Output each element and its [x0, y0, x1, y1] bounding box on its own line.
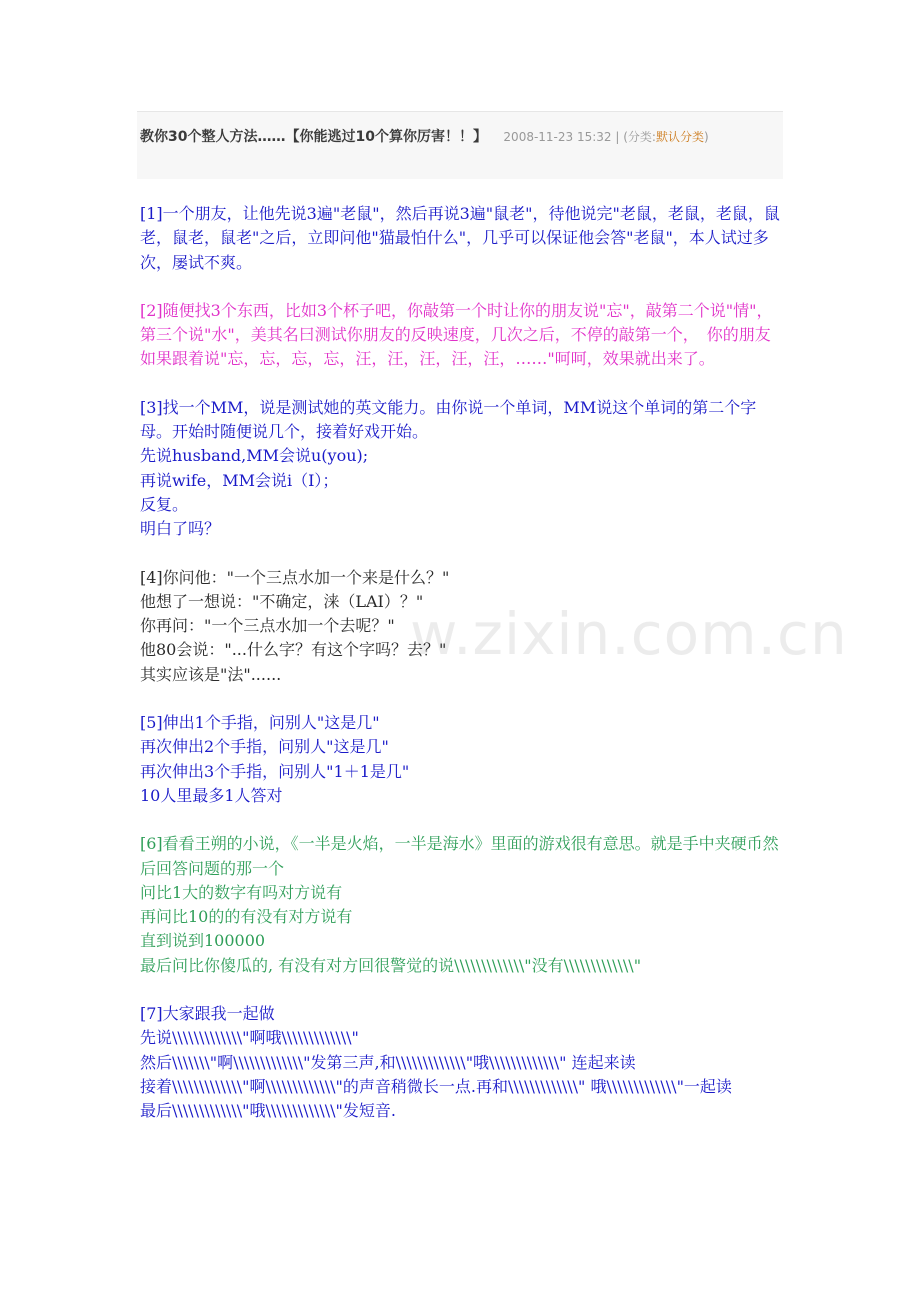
meta-close: ) — [703, 130, 709, 144]
watermark: w.zixin.com.cn — [410, 600, 848, 668]
trick-paragraph — [140, 566, 785, 687]
trick-line: 再说wife，MM会说i（I）； — [140, 470, 339, 490]
trick-line: 问比1大的数字有吗对方说有 — [140, 882, 343, 902]
post-title: 教你30个整人方法……【你能逃过10个算你厉害！！】 — [140, 129, 487, 145]
trick-line: 再次伸出3个手指，问别人"1＋1是几" — [140, 761, 410, 781]
trick-line: 10人里最多1人答对 — [140, 785, 283, 805]
trick-line: 然后\\\\\\\"啊\\\\\\\\\\\\\"发第三声,和\\\\\\\\\\\\\"哦\\\\\\\\\\\\\" 连起来读 — [140, 1052, 636, 1072]
trick-line: 明白了吗？ — [140, 519, 221, 539]
trick-line: 他80会说："...什么字？有这个字吗？去？" — [140, 640, 447, 660]
trick-paragraph — [140, 832, 785, 978]
trick-line: [7]大家跟我一起做 — [140, 1004, 275, 1024]
post-header-text — [140, 126, 780, 148]
trick-paragraph — [140, 202, 785, 275]
trick-line: [6]看看王朔的小说，《一半是火焰，一半是海水》里面的游戏很有意思。就是手中夹硬币然后回答问题的那一个 — [140, 834, 779, 878]
post-meta — [503, 130, 708, 144]
trick-line: [5]伸出1个手指，问别人"这是几" — [140, 713, 380, 733]
post-content — [140, 202, 785, 1148]
trick-line: 反复。 — [140, 494, 189, 514]
category-link[interactable]: 默认分类 — [655, 130, 704, 144]
trick-line: 你再问："一个三点水加一个去呢？" — [140, 616, 395, 636]
trick-paragraph — [140, 299, 785, 372]
trick-line: 再问比10的的有没有对方说有 — [140, 907, 353, 927]
trick-line: [2]随便找3个东西，比如3个杯子吧，你敲第一个时让你的朋友说"忘"，敲第二个说"情"，第三个说"水"，美其名曰测试你朋友的反映速度，几次之后，不停的敲第一个， 你的朋友如果跟着说"忘，忘，忘，忘，汪，汪，汪，汪，汪，……"呵呵，效果就出来了。 — [140, 300, 773, 369]
trick-line: [4]你问他："一个三点水加一个来是什么？" — [140, 567, 450, 587]
post-date: 2008-11-23 15:32 — [503, 130, 612, 144]
trick-line: [3]找一个MM，说是测试她的英文能力。由你说一个单词，MM说这个单词的第二个字母。开始时随便说几个，接着好戏开始。 — [140, 397, 757, 442]
trick-line: 最后问比你傻瓜的, 有没有对方回很警觉的说\\\\\\\\\\\\\"没有\\\\\\\\\\\\\" — [140, 955, 642, 975]
trick-line: 再次伸出2个手指，问别人"这是几" — [140, 737, 389, 757]
meta-separator: | ( — [611, 130, 628, 144]
trick-line: 先说\\\\\\\\\\\\\"啊哦\\\\\\\\\\\\\" — [140, 1028, 359, 1048]
trick-paragraph — [140, 711, 785, 808]
trick-paragraph — [140, 396, 785, 542]
post-header — [137, 111, 783, 179]
trick-paragraph — [140, 1002, 785, 1123]
trick-line: 他想了一想说："不确定，涞（LAI）？" — [140, 591, 424, 611]
trick-line: 先说husband,MM会说u(you); — [140, 446, 369, 466]
trick-line: 接着\\\\\\\\\\\\\"啊\\\\\\\\\\\\\"的声音稍微长一点.再和\\\\\\\\\\\\\" 哦\\\\\\\\\\\\\"一起读 — [140, 1076, 732, 1096]
trick-line: 其实应该是"法"...... — [140, 664, 282, 684]
trick-line: 最后\\\\\\\\\\\\\"哦\\\\\\\\\\\\\"发短音. — [140, 1101, 396, 1121]
trick-line: 直到说到100000 — [140, 931, 266, 951]
trick-line: [1]一个朋友，让他先说3遍"老鼠"，然后再说3遍"鼠老"，待他说完"老鼠，老鼠，老鼠，鼠老，鼠老，鼠老"之后，立即问他"猫最怕什么"，几乎可以保证他会答"老鼠"，本人试过多次，屡试不爽。 — [140, 204, 780, 272]
category-prefix: 分类: — [627, 130, 656, 144]
